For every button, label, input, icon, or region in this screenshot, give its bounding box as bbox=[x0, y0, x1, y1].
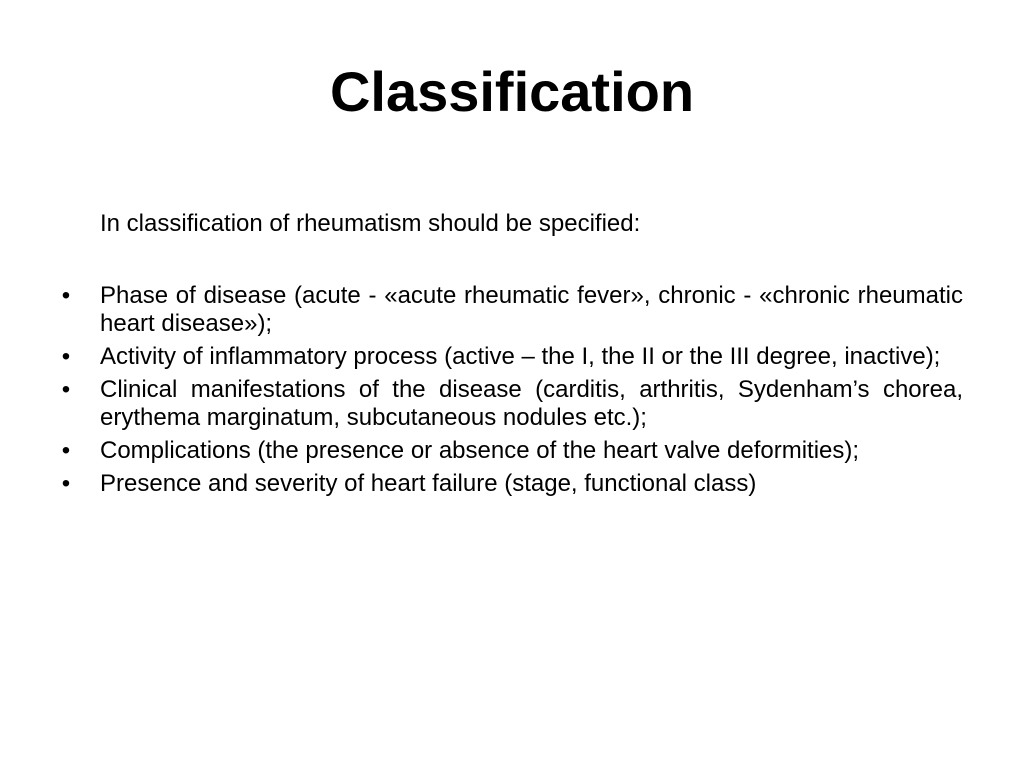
intro-text: In classification of rheumatism should be specified: bbox=[100, 210, 641, 237]
slide-title: Classification bbox=[329, 60, 695, 123]
bullet-item-phase bbox=[56, 282, 963, 338]
bullet-item-heart-failure bbox=[56, 470, 963, 498]
bullet-item-clinical-manifestations bbox=[56, 376, 963, 432]
bullet-text: Presence and severity of heart failure (stage, functional class) bbox=[100, 470, 757, 497]
bullet-text: Complications (the presence or absence of the heart valve deformities); bbox=[100, 437, 860, 464]
bullet-icon: • bbox=[61, 282, 71, 309]
bullet-icon: • bbox=[61, 343, 71, 370]
bullet-text: Clinical manifestations of the disease (carditis, arthritis, Sydenham’s chorea, erythema marginatum, subcutaneous nodules etc.); bbox=[100, 376, 963, 431]
bullet-list bbox=[56, 282, 963, 503]
bullet-text: Activity of inflammatory process (active – the I, the II or the III degree, inactive); bbox=[100, 343, 941, 370]
bullet-icon: • bbox=[61, 437, 71, 464]
bullet-icon: • bbox=[61, 470, 71, 497]
bullet-item-activity bbox=[56, 343, 963, 371]
bullet-text: Phase of disease (acute - «acute rheumatic fever», chronic - «chronic rheumatic heart disease»); bbox=[100, 282, 963, 337]
bullet-item-complications bbox=[56, 437, 963, 465]
bullet-icon: • bbox=[61, 376, 71, 403]
